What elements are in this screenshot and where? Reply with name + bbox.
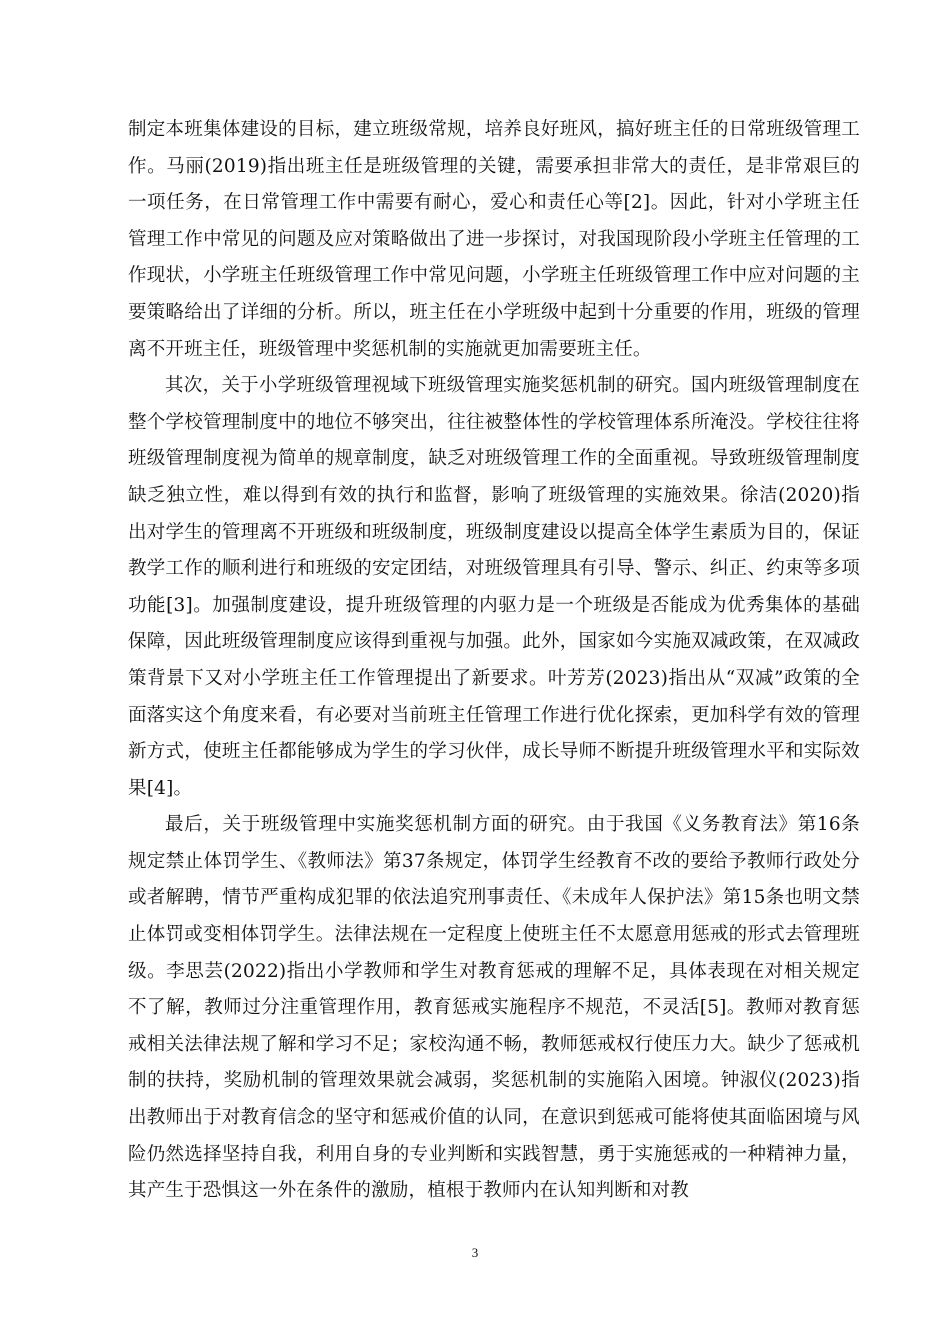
page-body: [128, 112, 860, 1210]
paragraph-3: 最后，关于班级管理中实施奖惩机制方面的研究。由于我国《义务教育法》第16条规定禁止体罚学生、《教师法》第37条规定，体罚学生经教育不改的要给予教师行政处分或者解聘，情节严重构成犯罪的依法追究刑事责任、《未成年人保护法》第15条也明文禁止体罚或变相体罚学生。法律法规在一定程度上使班主任不太愿意用惩戒的形式去管理班级。李思芸(2022)指出小学教师和学生对教育惩戒的理解不足，具体表现在对相关规定不了解，教师过分注重管理作用，教育惩戒实施程序不规范，不灵活[5]。教师对教育惩戒相关法律法规了解和学习不足；家校沟通不畅，教师惩戒权行使压力大。缺少了惩戒机制的扶持，奖励机制的管理效果就会减弱，奖惩机制的实施陷入困境。钟淑仪(2023)指出教师出于对教育信念的坚守和惩戒价值的认同，在意识到惩戒可能将使其面临困境与风险仍然选择坚持自我，利用自身的专业判断和实践智慧，勇于实施惩戒的一种精神力量，其产生于恐惧这一外在条件的激励，植根于教师内在认知判断和对教: [128, 814, 860, 1202]
paragraph-1: 制定本班集体建设的目标，建立班级常规，培养良好班风，搞好班主任的日常班级管理工作。马丽(2019)指出班主任是班级管理的关键，需要承担非常大的责任，是非常艰巨的一项任务，在日常管理工作中需要有耐心，爱心和责任心等[2]。因此，针对小学班主任管理工作中常见的问题及应对策略做出了进一步探讨，对我国现阶段小学班主任管理的工作现状，小学班主任班级管理工作中常见问题，小学班主任班级管理工作中应对问题的主要策略给出了详细的分析。所以，班主任在小学班级中起到十分重要的作用，班级的管理离不开班主任，班级管理中奖惩机制的实施就更加需要班主任。: [128, 119, 860, 360]
page-number: 3: [471, 1245, 479, 1260]
paragraph-2: 其次，关于小学班级管理视域下班级管理实施奖惩机制的研究。国内班级管理制度在整个学校管理制度中的地位不够突出，往往被整体性的学校管理体系所淹没。学校往往将班级管理制度视为简单的规章制度，缺乏对班级管理工作的全面重视。导致班级管理制度缺乏独立性，难以得到有效的执行和监督，影响了班级管理的实施效果。徐洁(2020)指出对学生的管理离不开班级和班级制度，班级制度建设以提高全体学生素质为目的，保证教学工作的顺利进行和班级的安定团结，对班级管理具有引导、警示、纠正、约束等多项功能[3]。加强制度建设，提升班级管理的内驱力是一个班级是否能成为优秀集体的基础保障，因此班级管理制度应该得到重视与加强。此外，国家如今实施双减政策，在双减政策背景下又对小学班主任工作管理提出了新要求。叶芳芳(2023)指出从“双减”政策的全面落实这个角度来看，有必要对当前班主任管理工作进行优化探索，更加科学有效的管理新方式，使班主任都能够成为学生的学习伙伴，成长导师不断提升班级管理水平和实际效果[4]。: [128, 375, 860, 799]
